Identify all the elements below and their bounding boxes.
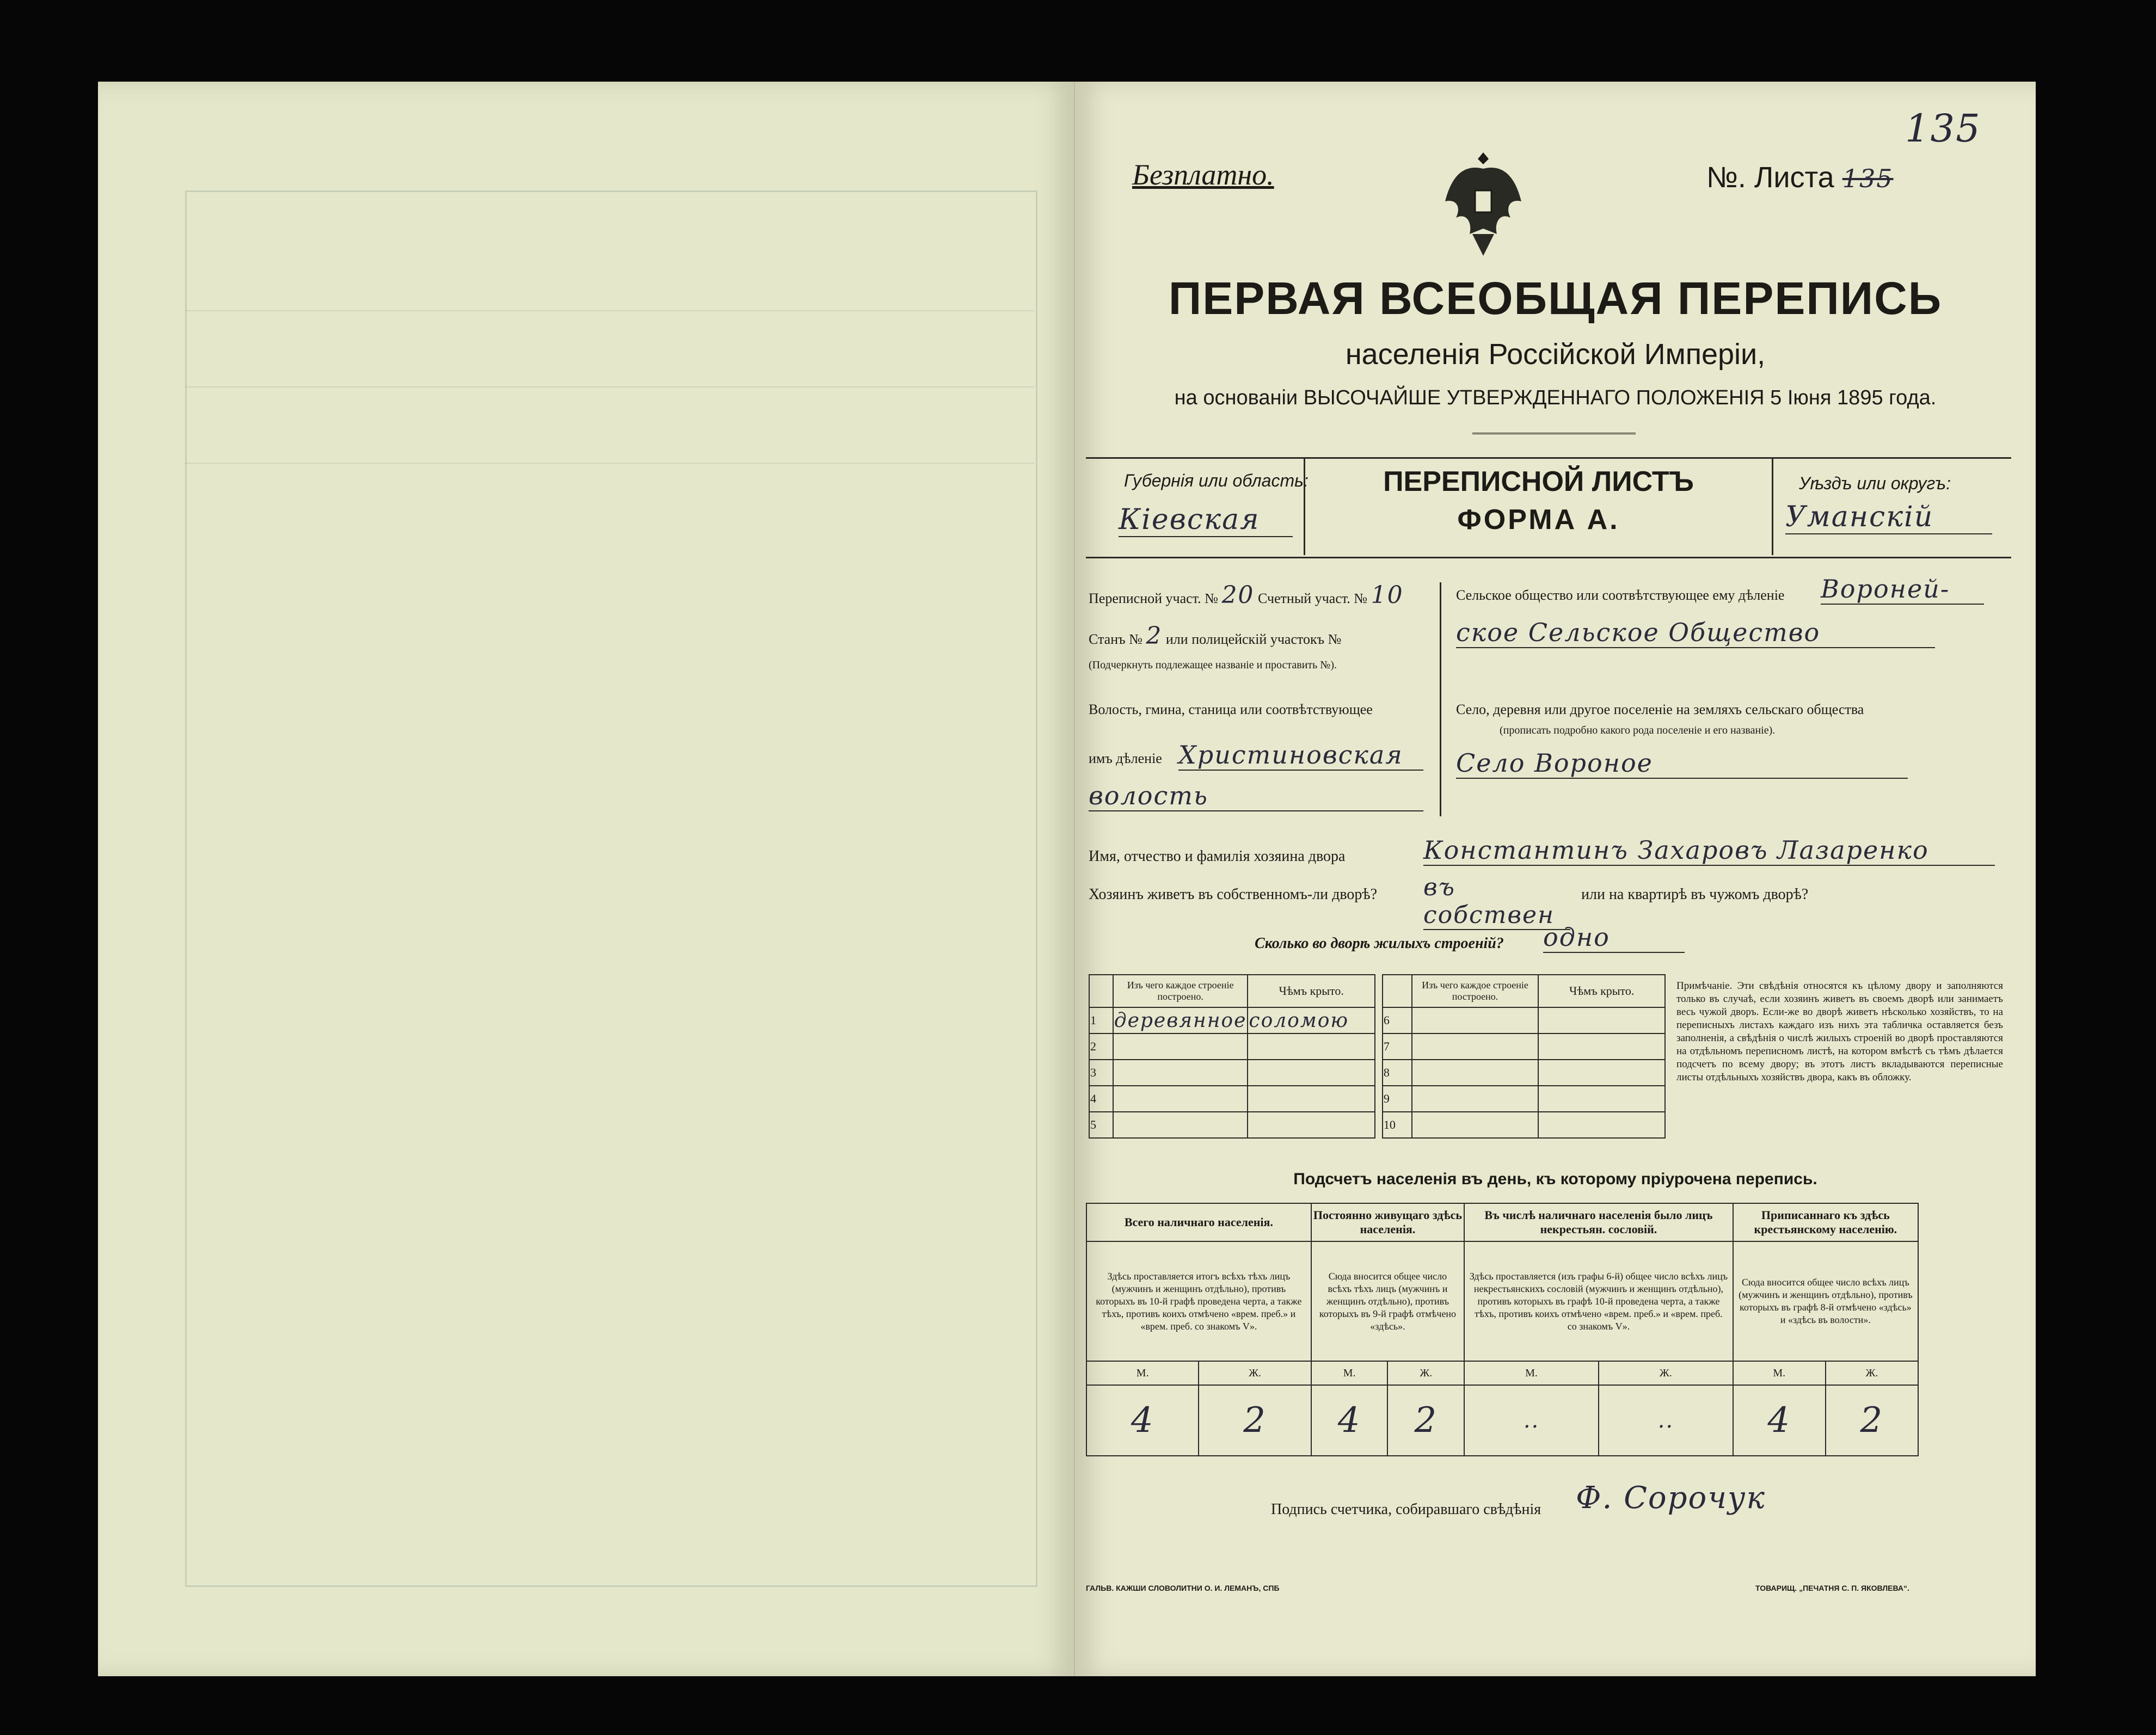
table-row: 5 10 <box>1089 1112 1665 1138</box>
sheet-number-value: 135 <box>1842 164 1894 193</box>
census-area-field: Переписной участ. № 20 Счетный участ. № 10 <box>1089 581 1404 609</box>
owner-lives-label: Хозяинъ живетъ въ собственномъ-ли дворѣ? <box>1089 886 1378 903</box>
stan-field: Станъ № 2 или полицейскій участокъ № <box>1089 622 1342 650</box>
volost-label: Волость, гмина, станица или соотвѣтствующее <box>1089 702 1373 717</box>
form-legal-basis: на основаніи ВЫСОЧАЙШЕ УТВЕРЖДЕННАГО ПОЛОЖЕНІЯ 5 Іюня 1895 года. <box>1174 386 1937 409</box>
table-row <box>1086 1385 1918 1456</box>
buildings-count-value: одно <box>1543 922 1685 953</box>
owner-name-value: Константинъ Захаровъ Лазаренко <box>1423 835 1995 866</box>
census-area-value: 20 <box>1221 581 1255 609</box>
table-row: 3 8 <box>1089 1060 1665 1086</box>
show-through-line <box>185 386 1034 387</box>
district-label: Уѣздъ или округъ: <box>1799 473 1951 493</box>
total-present-female: 2 <box>1199 1385 1311 1456</box>
table-row: 2 7 <box>1089 1033 1665 1060</box>
col-material-header-2: Изъ чего каждое строеніе построено. <box>1412 975 1539 1007</box>
society-label: Сельское общество или соотвѣтствующее ему дѣленіе <box>1456 587 1785 603</box>
district-value: Уманскій <box>1785 501 1992 534</box>
signature-value: Ф. Сорочук <box>1576 1480 1766 1516</box>
free-label: Безплатно. <box>1132 158 1274 191</box>
census-form-page <box>1075 82 2036 1676</box>
show-through-grid <box>185 190 1037 1587</box>
form-name: ПЕРЕПИСНОЙ ЛИСТЪ <box>1383 466 1694 497</box>
remark-note: Примѣчаніе. Эти свѣдѣнія относятся къ цѣлому двору и заполняются только въ случаѣ, если хозяинъ живетъ въ своемъ дворѣ или занимаетъ весь чужой дворъ. Если-же во дворѣ живетъ нѣсколько хозяйствъ, то на переписныхъ листахъ каждаго изъ нихъ эта табличка оставляется безъ заполненія, а свѣдѣнія о числѣ жилыхъ строеній во дворѣ проставляются на отдѣльномъ переписномъ листѣ, на котором вмѣстѣ съ тѣмъ дѣлается подсчетъ по всему двору; въ этотъ листъ вкладываются переписные листы отдѣльныхъ хозяйствъ двора, какъ въ обложку. <box>1676 980 2003 1083</box>
stan-value: 2 <box>1146 622 1163 650</box>
form-title: ПЕРВАЯ ВСЕОБЩАЯ ПЕРЕПИСЬ <box>1168 273 1943 324</box>
show-through-line <box>185 310 1034 311</box>
count-area-value: 10 <box>1371 581 1404 609</box>
owner-lives-value: въ собствен <box>1423 873 1570 930</box>
society-value-2: ское Сельское Общество <box>1456 618 1935 648</box>
village-value: Село Вороное <box>1456 748 1908 779</box>
summary-col-4-header: Приписаннаго къ здѣсь крестьянскому населенію. <box>1733 1203 1918 1241</box>
owner-lives-label-2: или на квартирѣ въ чужомъ дворѣ? <box>1581 886 1809 903</box>
province-label: Губернія или область: <box>1124 471 1309 490</box>
buildings-table <box>1089 974 1666 1139</box>
village-note: (прописать подробно какого рода поселеніе и его названіе). <box>1500 724 1776 736</box>
building-1-roof: соломою <box>1248 1007 1375 1033</box>
double-headed-eagle-emblem <box>1440 147 1527 261</box>
buildings-count-label: Сколько во дворѣ жилыхъ строеній? <box>1255 935 1504 952</box>
sheet-number-label: №. Листа <box>1706 161 1834 194</box>
show-through-line <box>185 463 1034 464</box>
owner-name-label: Имя, отчество и фамилія хозяина двора <box>1089 848 1346 865</box>
signature-label: Подпись счетчика, собиравшаго свѣдѣнія <box>1271 1501 1541 1518</box>
volost-label-2: имъ дѣленіе <box>1089 750 1162 766</box>
stan-note: (Подчеркнуть подлежащее названіе и проставить №). <box>1089 659 1337 671</box>
registered-peasant-female: 2 <box>1826 1385 1918 1456</box>
building-1-material: деревянное <box>1113 1007 1248 1033</box>
table-row: 1 деревянное соломою 6 <box>1089 1007 1665 1033</box>
volost-value-2: волость <box>1089 781 1423 811</box>
ornament-divider <box>1472 433 1636 439</box>
summary-col-2-header: Постоянно живущаго здѣсь населенія. <box>1311 1203 1464 1241</box>
total-present-male: 4 <box>1086 1385 1199 1456</box>
form-letter: ФОРМА А. <box>1457 504 1620 536</box>
col-roof-header: Чѣмъ крыто. <box>1248 975 1375 1007</box>
folio-number: 135 <box>1905 106 1981 151</box>
non-peasant-male: .. <box>1464 1385 1599 1456</box>
col-roof-header-2: Чѣмъ крыто. <box>1538 975 1665 1007</box>
non-peasant-female: .. <box>1599 1385 1733 1456</box>
form-subtitle: населенія Россійской Имперіи, <box>1345 338 1766 371</box>
left-page-blank <box>98 82 1075 1676</box>
village-label: Село, деревня или другое поселеніе на земляхъ сельскаго общества <box>1456 702 1864 717</box>
volost-value: Христиновская <box>1178 740 1423 771</box>
table-row: 4 9 <box>1089 1086 1665 1112</box>
imprint-right: ТОВАРИЩ. „ПЕЧАТНЯ С. П. ЯКОВЛЕВА“. <box>1755 1584 1909 1592</box>
summary-col-1-header: Всего наличнаго населенія. <box>1086 1203 1311 1241</box>
col-material-header: Изъ чего каждое строеніе построено. <box>1113 975 1248 1007</box>
registered-peasant-male: 4 <box>1733 1385 1826 1456</box>
population-summary-table: Всего наличнаго населенія. Постоянно живущаго здѣсь населенія. Въ числѣ наличнаго населенія было лицъ некрестьян. сословій. Приписаннаго къ здѣсь крестьянскому населенію. Здѣсь проставляется итогъ всѣхъ тѣхъ лицъ (мужчинъ и женщинъ отдѣльно), противъ которыхъ въ 10-й графѣ проведена черта, а также тѣхъ, противъ коихъ отмѣчено «врем. преб.» и «врем. преб. со знакомъ V». Сюда вносится общее число всѣхъ тѣхъ лицъ (мужчинъ и женщинъ отдѣльно), противъ которыхъ въ 9-й графѣ отмѣчено «здѣсь». Здѣсь проставляется (изъ графы 6-й) общее число всѣхъ лицъ некрестьянскихъ сословій (мужчинъ и женщинъ отдѣльно), противъ которыхъ въ графѣ 10-й проведена черта, а также тѣхъ, противъ коихъ отмѣчено «врем. преб.» и «врем. преб. со знакомъ V». Сюда вносится общее число всѣхъ лицъ (мужчинъ и женщинъ отдѣльно), противъ которыхъ въ графѣ 8-й отмѣчено «здѣсь» и «здѣсь въ волости». М. Ж. М. Ж. М. Ж. М. Ж. 4 2 4 2 .. .. 4 2 <box>1086 1203 1919 1456</box>
permanent-male: 4 <box>1311 1385 1388 1456</box>
imprint-left: ГАЛЬВ. КАЖШИ СЛОВОЛИТНИ О. И. ЛЕМАНЪ, СПБ <box>1086 1584 1280 1592</box>
province-value: Кіевская <box>1119 503 1293 537</box>
summary-title: Подсчетъ населенія въ день, къ которому пріурочена перепись. <box>1293 1170 1817 1188</box>
permanent-female: 2 <box>1387 1385 1464 1456</box>
summary-col-3-header: Въ числѣ наличнаго населенія было лицъ некрестьян. сословій. <box>1464 1203 1733 1241</box>
society-value: Вороней- <box>1821 574 1984 605</box>
